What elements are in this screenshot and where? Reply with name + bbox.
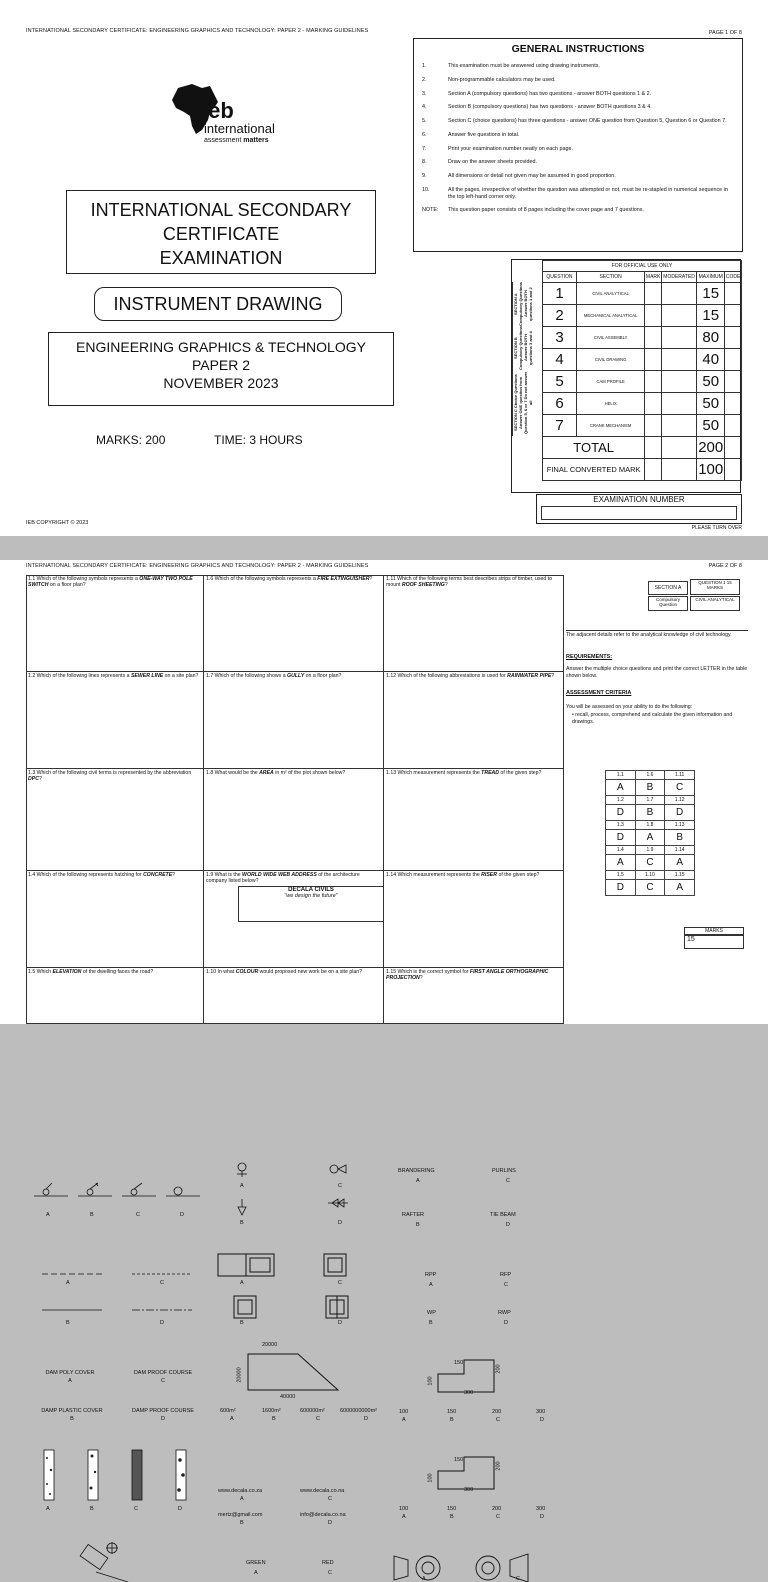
total-label: TOTAL: [543, 437, 645, 459]
answer-number-cell: 1.1: [606, 771, 636, 780]
answer-cell: A: [665, 855, 695, 871]
option-d: D: [364, 1416, 368, 1422]
dim-300: 300: [464, 1487, 474, 1493]
answer-number-cell: 1.8: [635, 821, 665, 830]
exam-number-field[interactable]: [541, 506, 737, 520]
answer-row: [606, 805, 695, 821]
code-cell[interactable]: [725, 305, 742, 327]
option-a: A: [46, 1506, 50, 1512]
answer-cell: B: [635, 780, 665, 796]
answer-number-row: [606, 821, 695, 830]
section-a-label: SECTION A Compulsory Questions Answer BOTH questions 1 and 2: [512, 282, 542, 326]
section-name: CIVIL ANALYTICAL: [576, 283, 644, 305]
option-b: B: [90, 1212, 94, 1218]
copyright: IEB COPYRIGHT © 2023: [26, 520, 89, 526]
option-c: C: [328, 1496, 332, 1502]
dim-bottom: 40000: [280, 1394, 296, 1400]
maximum-cell: 40: [697, 349, 725, 371]
instruction-item: 5. Section C (choice questions) has three questions - answer ONE question from Question 5, Question 6 or Question 7.: [422, 118, 727, 124]
instruction-item: NOTE: This question paper consists of 8 pages including the cover page and 7 questions.: [422, 207, 644, 214]
option-a: A: [422, 1576, 426, 1582]
answer-number-cell: 1.6: [635, 771, 665, 780]
option-a: A: [254, 1570, 258, 1576]
requirements-text: Answer the multiple choice questions and print the correct LETTER in the table shown below.: [566, 666, 748, 679]
answer-cell: D: [606, 805, 636, 821]
option-d-text: TIE BEAM: [490, 1212, 516, 1218]
column-header: CODE: [725, 272, 742, 283]
general-instructions: [413, 38, 743, 252]
option-a: A: [402, 1417, 406, 1423]
option-a: A: [46, 1212, 50, 1218]
exam-number-label: EXAMINATION NUMBER: [593, 495, 685, 504]
answer-cell: A: [665, 880, 695, 896]
option-d: D: [178, 1506, 182, 1512]
answer-cell: D: [606, 880, 636, 896]
option-a: A: [66, 1280, 70, 1286]
option-b: B: [240, 1220, 244, 1226]
answer-cell: C: [665, 780, 695, 796]
criteria-heading: ASSESSMENT CRITERIA: [566, 690, 632, 696]
option-d: D: [506, 1222, 510, 1228]
table-row: [543, 305, 742, 327]
question-1-11: 1.11 Which of the following terms best describes strips of timber, used to mount ROOF SHEETING?: [384, 575, 564, 672]
question-1-8: 1.8 What would be the AREA in m² of the plot shown below?: [204, 769, 384, 871]
marks-label: MARKS: 200: [96, 433, 166, 447]
section-name: CRANK MECHANISM: [576, 415, 644, 437]
exam-title: INTERNATIONAL SECONDARY CERTIFICATE EXAMINATION: [66, 190, 376, 274]
exam-number-box: [536, 494, 742, 524]
question-1-10: 1.10 In what COLOUR would proposed new work be on a site plan?: [204, 968, 384, 1024]
option-d-text: 6000000000m²: [340, 1408, 378, 1414]
maximum-cell: 80: [697, 327, 725, 349]
question-1-5: 1.5 Which ELEVATION of the dwelling faces the road?: [26, 968, 204, 1024]
option-d: D: [160, 1320, 164, 1326]
hatching-options: [32, 1450, 202, 1500]
answer-number-cell: 1.9: [635, 846, 665, 855]
question-1-7: 1.7 Which of the following shows a GULLY on a floor plan?: [204, 672, 384, 769]
moderated-cell[interactable]: [661, 305, 696, 327]
answer-number-row: [606, 771, 695, 780]
code-cell[interactable]: [725, 349, 742, 371]
option-c-text: RED: [322, 1560, 334, 1566]
maximum-cell: 50: [697, 393, 725, 415]
subject-box: ENGINEERING GRAPHICS & TECHNOLOGY PAPER 2 NOVEMBER 2023: [48, 332, 394, 406]
option-c-text: DAM PROOF COURSE: [133, 1370, 193, 1376]
column-header: MARK: [645, 272, 662, 283]
question-number: 6: [543, 393, 577, 415]
maximum-cell: 50: [697, 371, 725, 393]
answer-number-cell: 1.4: [606, 846, 636, 855]
option-b: B: [240, 1520, 244, 1526]
moderated-cell[interactable]: [661, 327, 696, 349]
question-number: 5: [543, 371, 577, 393]
dwelling-road-plan: [78, 1542, 138, 1582]
answer-row: [606, 855, 695, 871]
answer-cell: D: [606, 830, 636, 846]
answer-cell: A: [606, 780, 636, 796]
option-d-text: 300: [536, 1409, 546, 1415]
answer-number-row: [606, 871, 695, 880]
dim-100: 100: [427, 1376, 434, 1386]
option-c-text: PURLINS: [492, 1168, 516, 1174]
civil-box: CIVIL ANALYTICAL: [690, 596, 740, 611]
option-b-text: RAFTER: [402, 1212, 424, 1218]
code-cell[interactable]: [725, 327, 742, 349]
option-b-text: 1600m²: [262, 1408, 281, 1414]
step-drawing-tread: [434, 1356, 514, 1396]
gully-symbols: [210, 1252, 380, 1332]
question-1-3: 1.3 Which of the following civil terms is represented by the abbreviation DPC?: [26, 769, 204, 871]
option-b-text: DAMP PLASTIC COVER: [41, 1408, 103, 1414]
option-c: C: [161, 1378, 165, 1384]
question-1-15: 1.15 Which is the correct symbol for FIRST ANGLE ORTHOGRAPHIC PROJECTION?: [384, 968, 564, 1024]
requirements-heading: REQUIREMENTS:: [566, 654, 613, 660]
option-c: C: [136, 1212, 140, 1218]
instruction-item: 6. Answer five questions in total.: [422, 131, 520, 138]
answer-number-cell: 1.10: [635, 871, 665, 880]
answer-number-cell: 1.3: [606, 821, 636, 830]
option-a-text: www.decala.co.za: [218, 1488, 263, 1494]
section-a-box: SECTION A: [648, 581, 688, 595]
dim-300: 300: [464, 1390, 474, 1396]
option-d: D: [540, 1514, 544, 1520]
section-c-label: SECTION C Choice Questions Answer ONE question from Question 5, 6 or 7 Do not answer all: [512, 370, 542, 436]
table-row: [543, 371, 742, 393]
answer-row: [606, 780, 695, 796]
option-c: C: [328, 1570, 332, 1576]
moderated-cell[interactable]: [661, 371, 696, 393]
marks-label: MARKS: [684, 927, 744, 935]
option-b: B: [70, 1416, 74, 1422]
option-d-text: RWP: [498, 1310, 511, 1316]
option-c-text: RFP: [500, 1272, 511, 1278]
paper-type: INSTRUMENT DRAWING: [94, 287, 342, 321]
option-c-text: 200: [492, 1409, 502, 1415]
page-number: PAGE 2 OF 8: [708, 563, 742, 569]
option-b: B: [450, 1514, 454, 1520]
answer-cell: C: [635, 855, 665, 871]
option-d-text: info@decala.co.na: [300, 1512, 346, 1518]
moderated-cell[interactable]: [661, 415, 696, 437]
dim-200: 200: [495, 1364, 502, 1374]
option-d: D: [180, 1212, 184, 1218]
question-number: 7: [543, 415, 577, 437]
dim-side: 20000: [236, 1367, 243, 1383]
option-c: C: [496, 1514, 500, 1520]
option-c: C: [506, 1178, 510, 1184]
maximum-cell: 15: [697, 283, 725, 305]
column-header: QUESTION: [543, 272, 577, 283]
option-b-text: 150: [447, 1506, 457, 1512]
cover-page: [0, 0, 768, 536]
answer-number-cell: 1.5: [606, 871, 636, 880]
option-b: B: [416, 1222, 420, 1228]
compulsory-box: Compulsory Question: [648, 596, 688, 611]
option-c: C: [338, 1183, 342, 1189]
option-a-text: GREEN: [246, 1560, 266, 1566]
table-row: [543, 349, 742, 371]
option-a-text: BRANDERING: [398, 1168, 435, 1174]
option-c: C: [338, 1280, 342, 1286]
option-c-text: 200: [492, 1506, 502, 1512]
question-number: 3: [543, 327, 577, 349]
mark-cell[interactable]: [645, 371, 662, 393]
logo-international-text: international: [204, 121, 275, 136]
question-1-4: 1.4 Which of the following represents hatching for CONCRETE?: [26, 871, 204, 968]
fire-symbols: [210, 1163, 380, 1223]
answer-number-cell: 1.7: [635, 796, 665, 805]
marks-value: 15: [684, 935, 744, 949]
question-1-12: 1.12 Which of the following abbreviations is used for RAINWATER PIPE?: [384, 672, 564, 769]
option-d: D: [504, 1320, 508, 1326]
answer-number-cell: 1.13: [665, 821, 695, 830]
page-number: PAGE 1 OF 8: [708, 30, 742, 36]
code-cell[interactable]: [725, 371, 742, 393]
question-1-13: 1.13 Which measurement represents the TREAD of the given step?: [384, 769, 564, 871]
final-max: 100: [697, 459, 725, 481]
option-a-text: 100: [399, 1409, 409, 1415]
instruction-item: 3. Section A (compulsory questions) has two questions - answer BOTH questions 1 & 2.: [422, 90, 652, 97]
table-row: [543, 283, 742, 305]
time-label: TIME: 3 HOURS: [214, 433, 303, 447]
answer-row: [606, 880, 695, 896]
option-b: B: [450, 1417, 454, 1423]
option-a-text: 600m²: [220, 1408, 236, 1414]
answer-number-cell: 1.15: [665, 871, 695, 880]
option-d: D: [338, 1320, 342, 1326]
answer-cell: D: [665, 805, 695, 821]
answer-cell: B: [635, 805, 665, 821]
option-c-text: www.decala.co.na: [300, 1488, 345, 1494]
section-name: CIVIL ASSEMBLY: [576, 327, 644, 349]
mark-cell[interactable]: [645, 393, 662, 415]
option-b: B: [90, 1506, 94, 1512]
ieb-logo: [168, 82, 308, 152]
answer-number-cell: 1.14: [665, 846, 695, 855]
section-name: MECHANICAL ANALYTICAL: [576, 305, 644, 327]
moderated-cell[interactable]: [661, 349, 696, 371]
table-row: [543, 327, 742, 349]
answer-number-cell: 1.12: [665, 796, 695, 805]
question-page: [0, 560, 768, 1582]
instruction-item: 7. Print your examination number neatly on each page.: [422, 145, 573, 152]
answer-cell: A: [635, 830, 665, 846]
option-c: C: [134, 1506, 138, 1512]
section-name: CAM PROFILE: [576, 371, 644, 393]
section-name: CIVIL DRAWING: [576, 349, 644, 371]
dim-150: 150: [454, 1360, 464, 1366]
total-max: 200: [697, 437, 725, 459]
instruction-item: 2. Non-programmable calculators may be used.: [422, 76, 556, 83]
option-c: C: [316, 1416, 320, 1422]
answer-number-row: [606, 796, 695, 805]
switch-symbols: [32, 1182, 202, 1204]
mark-cell[interactable]: [645, 283, 662, 305]
code-cell[interactable]: [725, 393, 742, 415]
column-header: MODERATED: [661, 272, 696, 283]
answer-row: [606, 830, 695, 846]
answer-cell: B: [665, 830, 695, 846]
option-a: A: [402, 1514, 406, 1520]
option-a-text: DAM POLY COVER: [45, 1370, 95, 1376]
question-1-1: 1.1 Which of the following symbols represents a ONE-WAY TWO POLE SWITCH on a floor plan?: [26, 575, 204, 672]
maximum-cell: 50: [697, 415, 725, 437]
option-c-text: 600000m²: [300, 1408, 325, 1414]
option-b: B: [240, 1320, 244, 1326]
option-b: B: [429, 1320, 433, 1326]
option-b: B: [66, 1320, 70, 1326]
option-a: A: [240, 1280, 244, 1286]
option-a-text: 100: [399, 1506, 409, 1512]
question-1-9: 1.9 What is the WORLD WIDE WEB ADDRESS of the architecture company listed below?: [204, 871, 384, 968]
official-heading: FOR OFFICIAL USE ONLY: [543, 261, 742, 272]
question-marks-box: QUESTION 1 15 MARKS: [690, 579, 740, 595]
option-b-text: mertz@gmail.com: [218, 1512, 263, 1518]
instruction-item: 4. Section B (compulsory questions) has two questions - answer BOTH questions 3 & 4.: [422, 104, 652, 111]
question-number: 1: [543, 283, 577, 305]
instruction-item: 9. All dimensions or detail not given may be assumed in good proportion.: [422, 173, 616, 179]
option-d-text: DAMP PROOF COURSE: [132, 1408, 194, 1414]
option-c: C: [516, 1576, 520, 1582]
mark-cell[interactable]: [645, 327, 662, 349]
turn-over: PLEASE TURN OVER: [691, 525, 742, 531]
option-d: D: [161, 1416, 165, 1422]
option-c: C: [496, 1417, 500, 1423]
option-d: D: [328, 1520, 332, 1526]
column-header: SECTION: [576, 272, 644, 283]
table-row: [543, 393, 742, 415]
projection-symbols: [388, 1552, 558, 1582]
logo-tagline: assessment matters: [204, 137, 269, 144]
moderated-cell[interactable]: [661, 283, 696, 305]
instruction-item: 8. Draw on the answer sheets provided.: [422, 159, 537, 166]
company-card: DECALA CIVILS "we design the future": [238, 886, 384, 922]
intro-text: The adjacent details refer to the analytical knowledge of civil technology.: [566, 630, 748, 639]
final-label: FINAL CONVERTED MARK: [543, 459, 645, 481]
dim-200: 200: [495, 1461, 502, 1471]
question-1-14: 1.14 Which measurement represents the RISER of the given step?: [384, 871, 564, 968]
option-c: C: [504, 1282, 508, 1288]
page-header: INTERNATIONAL SECONDARY CERTIFICATE: ENGINEERING GRAPHICS AND TECHNOLOGY: PAPER 2 - MARKING GUIDELINES: [26, 563, 369, 569]
question-1-6: 1.6 Which of the following symbols represents a FIRE EXTINGUISHER?: [204, 575, 384, 672]
answer-table: [605, 770, 695, 896]
step-drawing-riser: [434, 1453, 514, 1493]
question-number: 2: [543, 305, 577, 327]
option-d: D: [540, 1417, 544, 1423]
answer-cell: C: [635, 880, 665, 896]
dim-100: 100: [427, 1473, 434, 1483]
plot-drawing: [244, 1350, 344, 1400]
logo-ieb-text: ieb: [202, 98, 234, 123]
option-b-text: 150: [447, 1409, 457, 1415]
criteria-bullet: • recall, process, comprehend and calculate the given information and drawings.: [572, 712, 733, 725]
mark-cell[interactable]: [645, 415, 662, 437]
answer-number-cell: 1.2: [606, 796, 636, 805]
table-row: [543, 415, 742, 437]
instructions-heading: GENERAL INSTRUCTIONS: [511, 43, 645, 55]
moderated-cell[interactable]: [661, 393, 696, 415]
line-types: [32, 1270, 202, 1330]
mark-cell[interactable]: [645, 305, 662, 327]
question-number: 4: [543, 349, 577, 371]
option-a: A: [416, 1178, 420, 1184]
instruction-item: 10. All the pages, irrespective of whether the question was attempted or not, must be re-stapled in numerical sequence in the top left-hand corner only.: [422, 186, 728, 200]
column-header: MAXIMUM: [697, 272, 725, 283]
dim-150: 150: [454, 1457, 464, 1463]
section-name: HELIX: [576, 393, 644, 415]
answer-number-cell: 1.11: [665, 771, 695, 780]
mark-cell[interactable]: [645, 349, 662, 371]
answer-number-row: [606, 846, 695, 855]
criteria-text: You will be assessed on your ability to do the following:: [566, 704, 693, 710]
option-b: B: [272, 1416, 276, 1422]
section-b-label: SECTION B Compulsory Questions Answer BOTH questions 3 and 4: [512, 326, 542, 370]
option-a: A: [240, 1496, 244, 1502]
option-a: A: [429, 1282, 433, 1288]
option-b-text: WP: [427, 1310, 436, 1316]
instruction-item: 1. This examination must be answered using drawing instruments.: [422, 63, 600, 69]
question-1-2: 1.2 Which of the following lines represents a SEWER LINE on a site plan?: [26, 672, 204, 769]
option-a: A: [68, 1378, 72, 1384]
option-d-text: 300: [536, 1506, 546, 1512]
dim-top: 20000: [262, 1342, 278, 1348]
official-use-table: [511, 259, 741, 493]
option-c: C: [160, 1280, 164, 1286]
maximum-cell: 15: [697, 305, 725, 327]
option-a-text: RPP: [425, 1272, 437, 1278]
option-a: A: [230, 1416, 234, 1422]
page-header: INTERNATIONAL SECONDARY CERTIFICATE: ENGINEERING GRAPHICS AND TECHNOLOGY: PAPER 2 - MARKING GUIDELINES: [26, 28, 369, 34]
code-cell[interactable]: [725, 415, 742, 437]
code-cell[interactable]: [725, 283, 742, 305]
answer-cell: A: [606, 855, 636, 871]
option-a: A: [240, 1183, 244, 1189]
option-d: D: [338, 1220, 342, 1226]
